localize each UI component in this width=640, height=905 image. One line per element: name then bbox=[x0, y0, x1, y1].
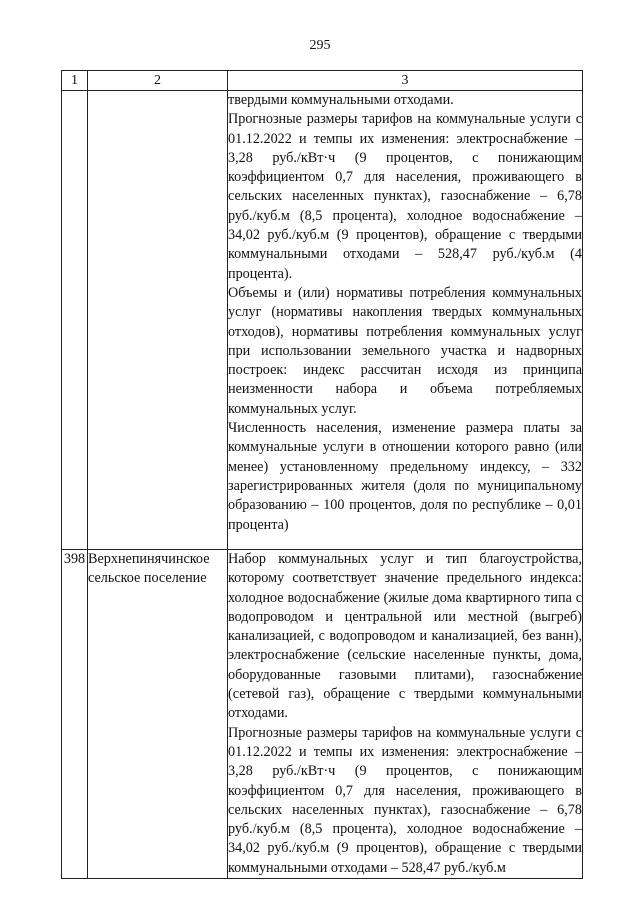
paragraph: твердыми коммунальными отходами. bbox=[228, 92, 454, 108]
paragraph: Прогнозные размеры тарифов на коммунальные услуги с 01.12.2022 и темпы их изменения: электроснабжение – 3,28 руб./кВт·ч (9 процентов, с понижающим коэффициентом 0,7 для населения, проживающего в сельских населенных пунктах), газоснабжение – 6,78 руб./куб.м (8,5 процента), холодное водоснабжение – 34,02 руб./куб.м (9 процентов), обращение с твердыми коммунальными отходами – 528,47 руб./куб.м bbox=[228, 724, 582, 876]
paragraph: Численность населения, изменение размера платы за коммунальные услуги в отношении которого равно (или менее) установленному предельному индексу, – 332 зарегистрированных жителя (доля по муниципальному образованию – 100 процентов, доля по республике – 0,01 процента) bbox=[228, 420, 582, 533]
column-header-1: 1 bbox=[62, 71, 88, 91]
table-header-row bbox=[62, 71, 583, 91]
page-number: 295 bbox=[309, 38, 331, 53]
column-header-3: 3 bbox=[228, 71, 583, 91]
row-description bbox=[228, 91, 583, 550]
paragraph: Объемы и (или) нормативы потребления коммунальных услуг (нормативы накопления твердых коммунальных отходов), нормативы потребления коммунальных услуг при использовании земельного участка и надворных построек: индекс рассчитан исходя из принципа неизменности набора и объема потребляемых коммунальных услуг. bbox=[228, 284, 582, 417]
row-number bbox=[62, 91, 88, 550]
document-table bbox=[61, 70, 583, 879]
table-row bbox=[62, 91, 583, 550]
row-description bbox=[228, 550, 583, 879]
municipality-name: Верхнепинячинское сельское поселение bbox=[88, 550, 228, 879]
table-row bbox=[62, 550, 583, 879]
column-header-2: 2 bbox=[88, 71, 228, 91]
municipality-name bbox=[88, 91, 228, 550]
row-number: 398 bbox=[62, 550, 88, 879]
paragraph: Прогнозные размеры тарифов на коммунальные услуги с 01.12.2022 и темпы их изменения: электроснабжение – 3,28 руб./кВт·ч (9 процентов, с понижающим коэффициентом 0,7 для населения, проживающего в сельских населенных пунктах), газоснабжение – 6,78 руб./куб.м (8,5 процента), холодное водоснабжение – 34,02 руб./куб.м (9 процентов), обращение с твердыми коммунальными отходами – 528,47 руб./куб.м (4 процента). bbox=[228, 111, 582, 282]
paragraph: Набор коммунальных услуг и тип благоустройства, которому соответствует значение предельного индекса: холодное водоснабжение (жилые дома квартирного типа с водопроводом и центральной или местной (выгреб) канализацией, с водопроводом и канализацией, без ванн), электроснабжение (сельские населенные пункты, дома, оборудованные газовыми плитами), газоснабжение (сетевой газ), обращение с твердыми коммунальными отходами. bbox=[228, 551, 582, 722]
